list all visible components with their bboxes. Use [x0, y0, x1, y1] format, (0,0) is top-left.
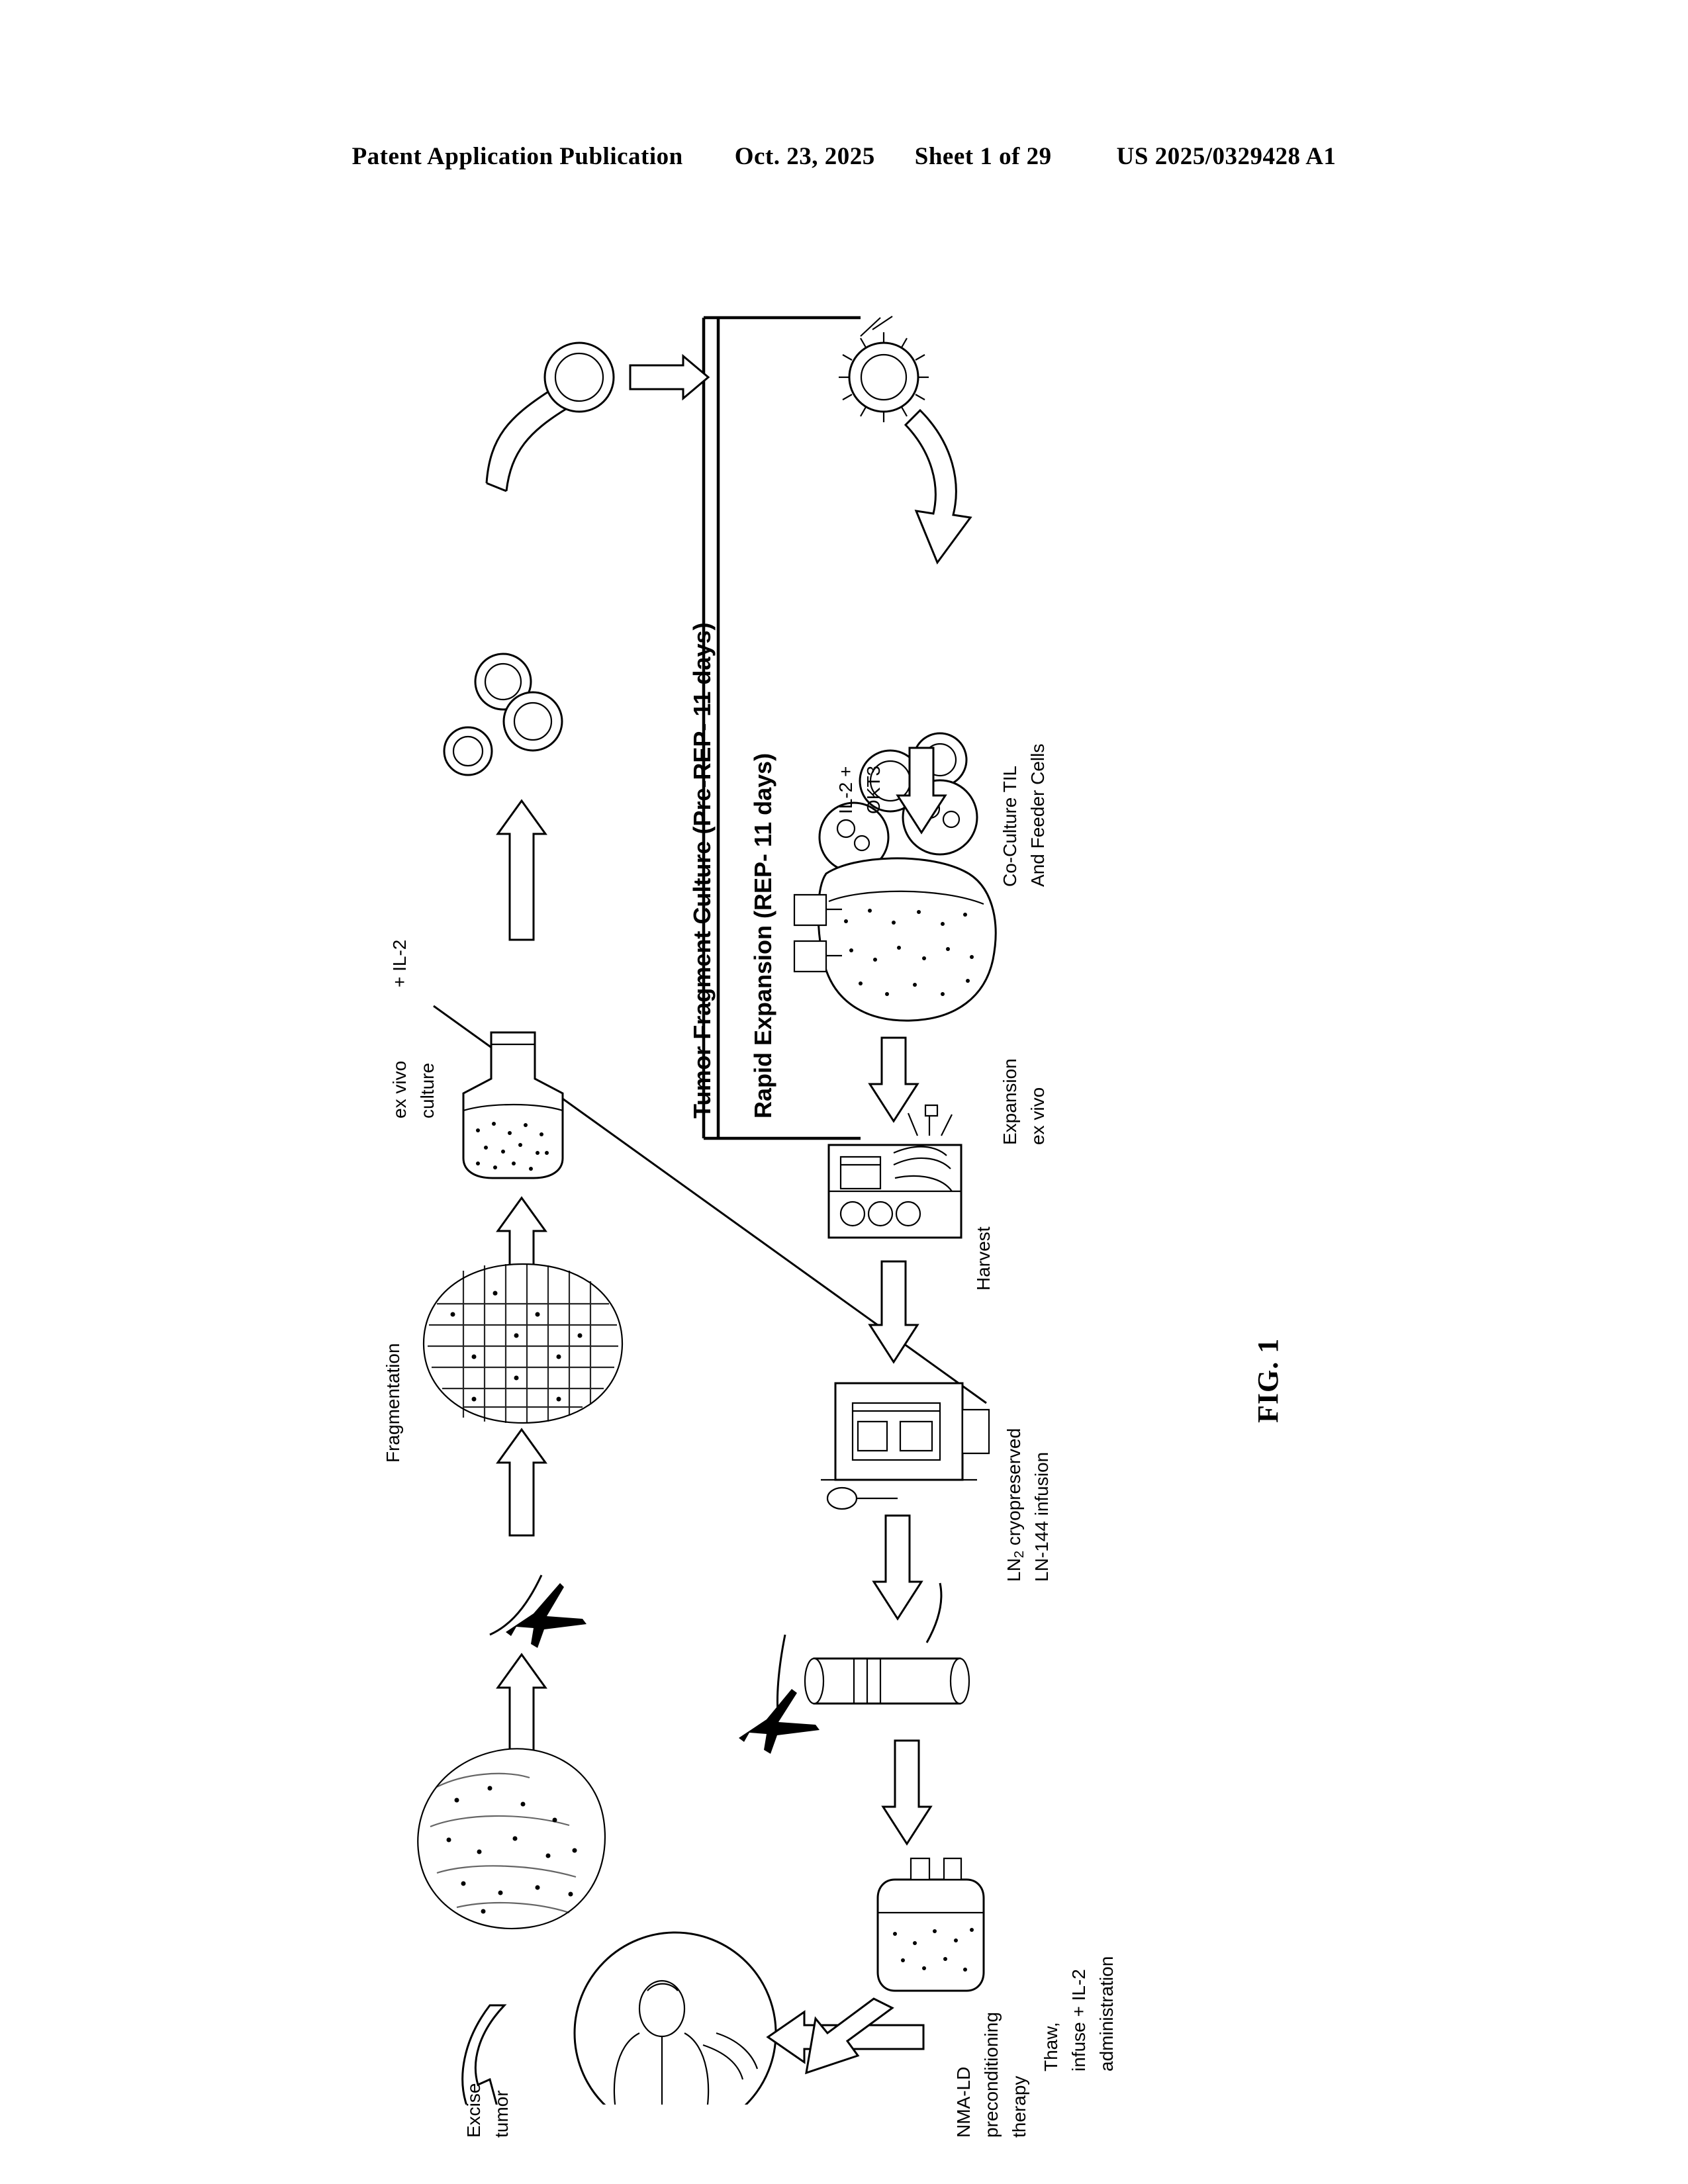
header-patent-number: US 2025/0329428 A1: [1116, 143, 1336, 170]
step-label-nma-ld-line3: therapy: [1009, 2075, 1029, 2138]
step-label-expansion-line2: ex vivo: [1027, 1087, 1048, 1145]
step-label-il2-okt3-line2: OKT3: [863, 765, 884, 814]
arrow-dewar-to-bag: [883, 1741, 931, 1844]
phase-label-pre-rep: Tumor Fragment Culture (Pre-REP- 11 days): [688, 622, 716, 1118]
infusion-bag: [878, 1858, 984, 1991]
figure-artwork: [0, 218, 1688, 2105]
patient-figure: [575, 1933, 776, 2105]
step-label-harvest: Harvest: [973, 1226, 994, 1291]
arrow-cryo-to-dewar: [874, 1516, 921, 1619]
step-label-ex-vivo-culture-line2: culture: [417, 1062, 438, 1118]
step-label-thaw-line1: Thaw,: [1041, 2022, 1061, 2071]
step-label-il2-okt3-line1: IL-2 +: [835, 766, 856, 814]
step-label-excise-tumor-line2: tumor: [491, 2090, 512, 2138]
header-date: Oct. 23, 2025: [734, 143, 875, 170]
publication-header: [0, 142, 1688, 171]
top-culture-vessels: [487, 316, 970, 563]
step-label-thaw-line2: infuse + IL-2: [1068, 1969, 1089, 2071]
step-label-co-culture-line2: And Feeder Cells: [1027, 743, 1048, 887]
figure-1-diagram: [0, 218, 1688, 2138]
excised-tumor: [418, 1749, 605, 1929]
step-label-cryopreserved-line2: LN-144 infusion: [1031, 1451, 1052, 1582]
header-sheet: Sheet 1 of 29: [914, 143, 1052, 170]
arrow-transport-to-fragmentation: [498, 1430, 545, 1535]
expansion-bioreactor: [794, 858, 996, 1021]
shipping-airplane-upper: [490, 1575, 586, 1648]
ex-vivo-culture-flask: [463, 1032, 563, 1178]
step-label-excise-tumor-line1: Excise: [463, 2083, 484, 2138]
harvest-machine: [829, 1105, 961, 1238]
arrow-tumor-to-transport: [498, 1655, 545, 1760]
step-label-expansion-line1: Expansion: [1000, 1058, 1020, 1145]
step-label-nma-ld-line2: preconditioning: [981, 2012, 1002, 2138]
step-label-co-culture-line1: Co-Culture TIL: [1000, 765, 1020, 887]
step-label-fragmentation: Fragmentation: [383, 1343, 403, 1463]
arrow-harvest-to-cryo: [870, 1261, 917, 1362]
phase-label-rep: Rapid Expansion (REP- 11 days): [749, 752, 776, 1118]
step-label-cryopreserved-line1: $LN_2$ cryopreserved: [1004, 1428, 1027, 1582]
header-publication: Patent Application Publication: [352, 143, 683, 170]
arrow-culture-to-cells: [498, 801, 545, 940]
step-label-thaw-line3: administration: [1096, 1956, 1117, 2071]
step-label-ex-vivo-culture-line1: ex vivo: [389, 1060, 410, 1118]
cryopreservation-unit: [821, 1383, 989, 1509]
arrow-expansion-to-harvest: [870, 1038, 917, 1121]
expanded-cells-cluster: [444, 654, 562, 775]
step-label-il2: + IL-2: [389, 939, 410, 987]
step-label-nma-ld-line1: NMA-LD: [953, 2066, 974, 2138]
fragmented-tumor: [424, 1264, 622, 1423]
figure-label: FIG. 1: [1252, 1338, 1284, 1423]
